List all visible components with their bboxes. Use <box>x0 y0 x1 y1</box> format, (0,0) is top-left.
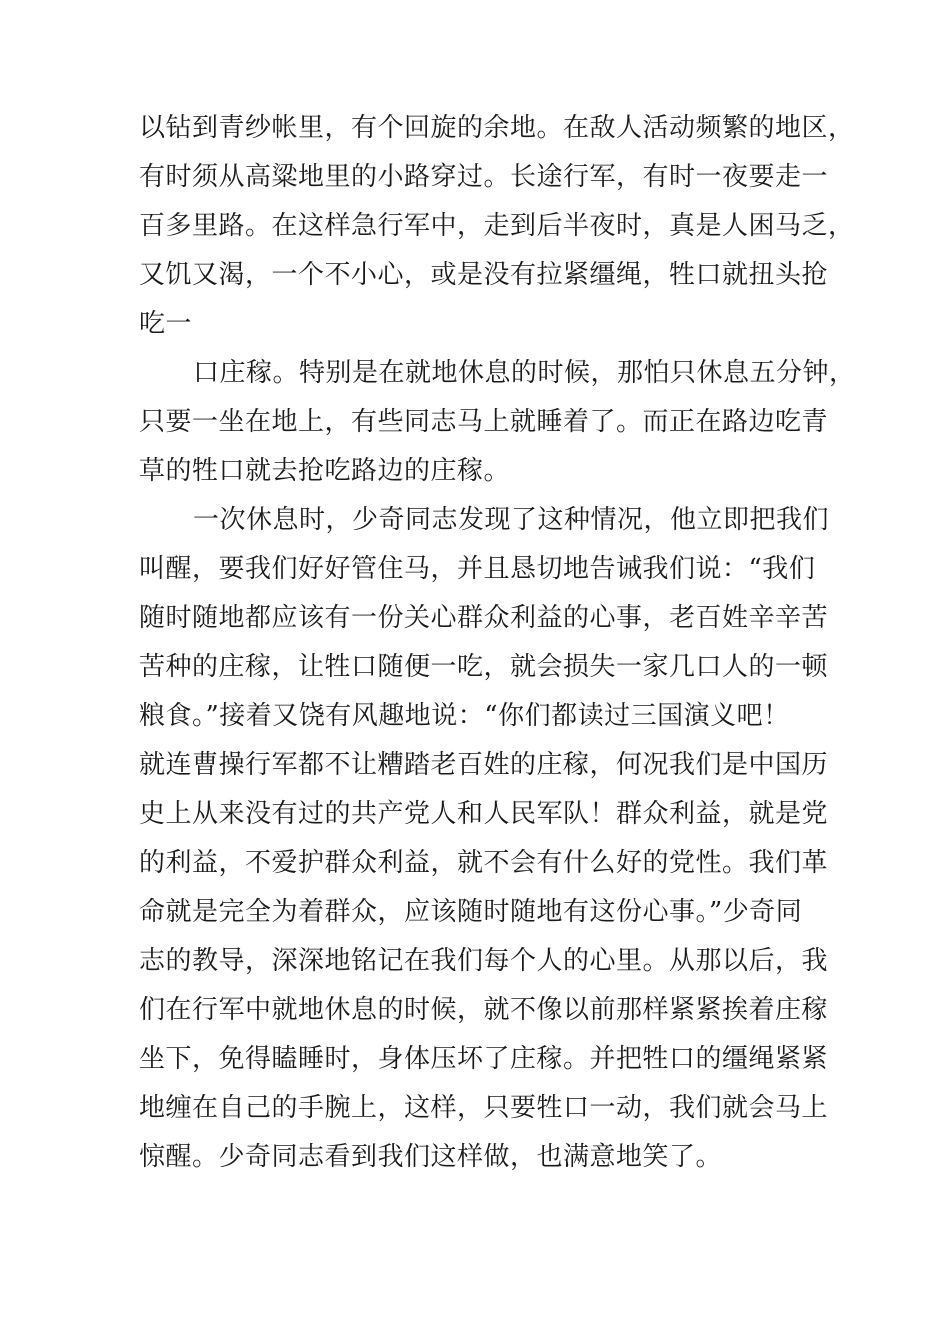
text-line: 苦种的庄稼，让牲口随便一吃，就会损失一家几口人的一顿 <box>139 652 829 682</box>
text-line: 百多里路。在这样急行军中，走到后半夜时，真是人困马乏， <box>139 211 855 241</box>
body-text <box>139 104 856 1182</box>
text-line: 有时须从高粱地里的小路穿过。长途行军，有时一夜要走一 <box>139 162 829 192</box>
text-line: 草的牲口就去抢吃路边的庄稼。 <box>139 456 511 486</box>
text-line: 随时随地都应该有一份关心群众利益的心事，老百姓辛辛苦 <box>139 603 829 633</box>
text-line: 只要一坐在地上，有些同志马上就睡着了。而正在路边吃青 <box>139 407 829 437</box>
text-line: 史上从来没有过的共产党人和人民军队！群众利益，就是党 <box>139 799 829 829</box>
paragraph-start-line: 一次休息时，少奇同志发现了这种情况，他立即把我们 <box>193 505 830 535</box>
text-line: 粮食。”接着又饶有风趣地说：“你们都读过三国演义吧！ <box>139 701 790 731</box>
text-line: 的利益，不爱护群众利益，就不会有什么好的党性。我们革 <box>139 848 829 878</box>
text-line: 又饥又渴，一个不小心，或是没有拉紧缰绳，牲口就扭头抢 <box>139 260 829 290</box>
text-line: 以钻到青纱帐里，有个回旋的余地。在敌人活动频繁的地区， <box>139 113 855 143</box>
text-line: 吃一 <box>139 309 193 339</box>
text-line: 坐下，免得瞌睡时，身体压坏了庄稼。并把牲口的缰绳紧紧 <box>139 1044 829 1074</box>
text-line: 地缠在自己的手腕上，这样，只要牲口一动，我们就会马上 <box>139 1093 829 1123</box>
text-line: 惊醒。少奇同志看到我们这样做，也满意地笑了。 <box>139 1142 723 1172</box>
text-line: 们在行军中就地休息的时候，就不像以前那样紧紧挨着庄稼 <box>139 995 829 1025</box>
text-line: 命就是完全为着群众，应该随时随地有这份心事。”少奇同 <box>139 897 803 927</box>
text-line: 就连曹操行军都不让糟踏老百姓的庄稼，何况我们是中国历 <box>139 750 829 780</box>
text-line: 志的教导，深深地铭记在我们每个人的心里。从那以后，我 <box>139 946 829 976</box>
paragraph-start-line: 口庄稼。特别是在就地休息的时候，那怕只休息五分钟， <box>193 358 856 388</box>
text-line: 叫醒，要我们好好管住马，并且恳切地告诫我们说：“我们 <box>139 554 816 584</box>
